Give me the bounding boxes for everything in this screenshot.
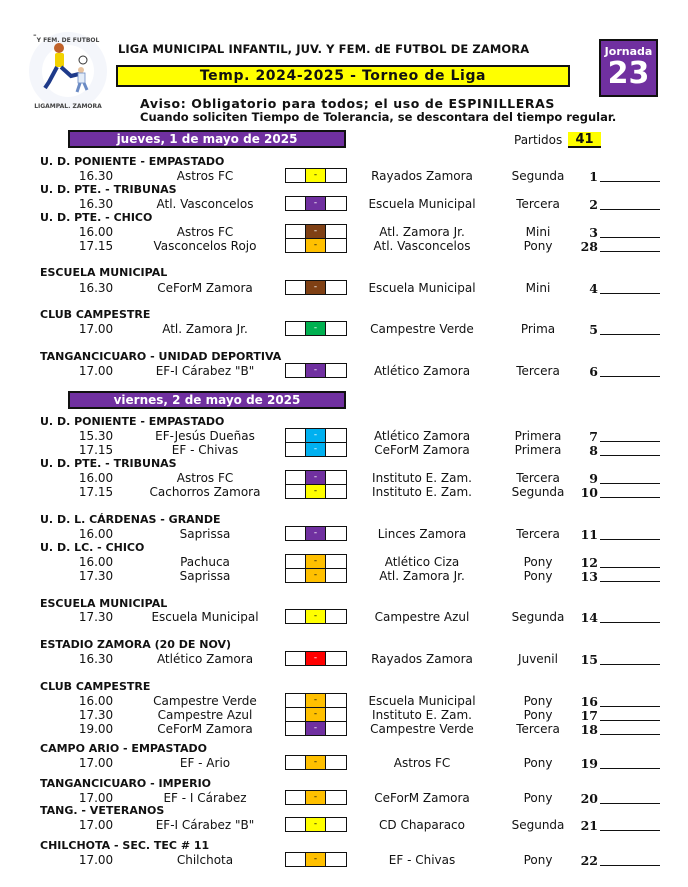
match-number: 4 [589, 281, 598, 296]
home-team: Atlético Zamora [156, 652, 254, 666]
match-time: 17.15 [78, 485, 114, 499]
match-time: 17.00 [78, 364, 114, 378]
result-line[interactable] [600, 497, 660, 498]
result-line[interactable] [600, 483, 660, 484]
score-box[interactable] [285, 721, 347, 736]
match-number: 13 [580, 569, 598, 584]
away-team: Linces Zamora [377, 527, 467, 541]
match-row [0, 853, 688, 867]
score-cell: - [306, 429, 326, 442]
home-team: Pachuca [180, 555, 230, 569]
match-category: Tercera [516, 364, 560, 378]
match-row [0, 756, 688, 770]
score-box[interactable] [285, 651, 347, 666]
match-row [0, 527, 688, 541]
score-cell: - [306, 239, 326, 252]
score-box[interactable] [285, 817, 347, 832]
away-team: Escuela Municipal [368, 197, 476, 211]
match-time: 17.15 [78, 239, 114, 253]
match-time: 17.30 [78, 708, 114, 722]
match-time: 16.00 [78, 527, 114, 541]
away-team: Instituto E. Zam. [372, 485, 472, 499]
away-team: Campestre Verde [370, 722, 474, 736]
away-team: Atl. Zamora Jr. [379, 569, 465, 583]
score-cell: - [306, 169, 326, 182]
match-time: 17.00 [78, 756, 114, 770]
match-row [0, 569, 688, 583]
home-team: Saprissa [179, 527, 231, 541]
match-row [0, 652, 688, 666]
match-number: 19 [580, 756, 598, 771]
match-category: Pony [523, 791, 553, 805]
result-line[interactable] [600, 734, 660, 735]
day-header-friday: viernes, 2 de mayo de 2025 [68, 391, 346, 409]
score-box[interactable] [285, 568, 347, 583]
score-box[interactable] [285, 707, 347, 722]
match-number: 28 [580, 239, 598, 254]
score-cell: - [306, 485, 326, 498]
score-cell: - [306, 853, 326, 866]
home-team: CeForM Zamora [157, 281, 253, 295]
score-cell: - [306, 364, 326, 377]
match-category: Pony [523, 708, 553, 722]
score-box[interactable] [285, 280, 347, 295]
match-number: 9 [589, 471, 598, 486]
match-number: 15 [580, 652, 598, 667]
away-team: Atlético Zamora [373, 429, 471, 443]
match-time: 16.00 [78, 555, 114, 569]
match-category: Tercera [516, 471, 560, 485]
away-team: Rayados Zamora [371, 169, 473, 183]
home-team: Astros FC [176, 225, 234, 239]
match-row [0, 485, 688, 499]
score-cell: - [306, 281, 326, 294]
match-number: 8 [589, 443, 598, 458]
venue-heading: ESCUELA MUNICIPAL [40, 266, 168, 279]
score-cell: - [306, 694, 326, 707]
svg-text:Y FEM. DE FUTBOL: Y FEM. DE FUTBOL [36, 37, 100, 44]
result-line[interactable] [600, 803, 660, 804]
match-time: 17.00 [78, 791, 114, 805]
home-team: CeForM Zamora [157, 722, 253, 736]
home-team: Atl. Vasconcelos [156, 197, 254, 211]
result-line[interactable] [600, 706, 660, 707]
away-team: Atl. Vasconcelos [373, 239, 471, 253]
result-line[interactable] [600, 768, 660, 769]
score-cell: - [306, 610, 326, 623]
venue-heading: ESTADIO ZAMORA (20 DE NOV) [40, 638, 232, 651]
match-number: 10 [580, 485, 598, 500]
partidos-label: Partidos [514, 133, 563, 147]
home-team: Atl. Zamora Jr. [162, 322, 248, 336]
match-number: 18 [580, 722, 598, 737]
venue-heading: U. D. PTE. - CHICO [40, 211, 153, 224]
score-cell: - [306, 569, 326, 582]
score-cell: - [306, 197, 326, 210]
score-box[interactable] [285, 755, 347, 770]
score-box[interactable] [285, 428, 347, 443]
match-time: 16.30 [78, 197, 114, 211]
score-box[interactable] [285, 526, 347, 541]
result-line[interactable] [600, 334, 660, 335]
score-box[interactable] [285, 484, 347, 499]
result-line[interactable] [600, 581, 660, 582]
away-team: Instituto E. Zam. [372, 708, 472, 722]
score-box[interactable] [285, 363, 347, 378]
match-category: Segunda [511, 169, 565, 183]
result-line[interactable] [600, 293, 660, 294]
score-box[interactable] [285, 693, 347, 708]
result-line[interactable] [600, 830, 660, 831]
result-line[interactable] [600, 455, 660, 456]
result-line[interactable] [600, 720, 660, 721]
match-category: Tercera [516, 527, 560, 541]
home-team: Cachorros Zamora [149, 485, 261, 499]
home-team: Escuela Municipal [151, 610, 259, 624]
match-time: 16.00 [78, 694, 114, 708]
result-line[interactable] [600, 622, 660, 623]
match-time: 16.00 [78, 225, 114, 239]
partidos-count: 41 [568, 132, 601, 148]
day-header-thursday: jueves, 1 de mayo de 2025 [68, 130, 346, 148]
result-line[interactable] [600, 181, 660, 182]
match-row [0, 708, 688, 722]
score-cell: - [306, 818, 326, 831]
match-number: 5 [589, 322, 598, 337]
result-line[interactable] [600, 237, 660, 238]
away-team: Atlético Zamora [373, 364, 471, 378]
match-number: 12 [580, 555, 598, 570]
result-line[interactable] [600, 664, 660, 665]
match-number: 20 [580, 791, 598, 806]
venue-heading: U. D. PONIENTE - EMPASTADO [40, 415, 225, 428]
score-box[interactable] [285, 224, 347, 239]
jornada-badge [599, 39, 658, 97]
notice-tolerance: Cuando soliciten Tiempo de Tolerancia, se descontara del tiempo regular. [140, 110, 617, 124]
score-box[interactable] [285, 609, 347, 624]
header-dash: - [33, 30, 37, 41]
score-cell: - [306, 225, 326, 238]
svg-text:LIGAMPAL. ZAMORA: LIGAMPAL. ZAMORA [34, 103, 102, 110]
match-category: Mini [525, 281, 551, 295]
score-cell: - [306, 708, 326, 721]
away-team: Atl. Zamora Jr. [379, 225, 465, 239]
match-time: 16.30 [78, 652, 114, 666]
match-category: Pony [523, 555, 553, 569]
away-team: Escuela Municipal [368, 281, 476, 295]
venue-heading: CHILCHOTA - SEC. TEC # 11 [40, 839, 210, 852]
result-line[interactable] [600, 251, 660, 252]
match-time: 15.30 [78, 429, 114, 443]
match-category: Segunda [511, 485, 565, 499]
match-time: 16.00 [78, 471, 114, 485]
result-line[interactable] [600, 209, 660, 210]
match-row [0, 429, 688, 443]
result-line[interactable] [600, 539, 660, 540]
score-cell: - [306, 791, 326, 804]
match-time: 19.00 [78, 722, 114, 736]
venue-heading: U. D. L. CÁRDENAS - GRANDE [40, 513, 221, 526]
match-category: Pony [523, 853, 553, 867]
away-team: Campestre Verde [370, 322, 474, 336]
match-row [0, 225, 688, 239]
match-time: 16.30 [78, 169, 114, 183]
match-row [0, 791, 688, 805]
match-number: 11 [580, 527, 598, 542]
match-time: 17.30 [78, 569, 114, 583]
match-number: 1 [589, 169, 598, 184]
home-team: Astros FC [176, 169, 234, 183]
away-team: CeForM Zamora [374, 791, 470, 805]
match-row [0, 471, 688, 485]
match-time: 17.30 [78, 610, 114, 624]
match-category: Juvenil [518, 652, 558, 666]
away-team: Instituto E. Zam. [372, 471, 472, 485]
match-row [0, 281, 688, 295]
match-number: 16 [580, 694, 598, 709]
match-time: 17.15 [78, 443, 114, 457]
match-row [0, 197, 688, 211]
score-box[interactable] [285, 554, 347, 569]
match-category: Primera [514, 443, 562, 457]
match-category: Primera [514, 429, 562, 443]
score-box[interactable] [285, 470, 347, 485]
match-row [0, 169, 688, 183]
match-number: 7 [589, 429, 598, 444]
score-cell: - [306, 652, 326, 665]
result-line[interactable] [600, 441, 660, 442]
score-cell: - [306, 443, 326, 456]
score-box[interactable] [285, 321, 347, 336]
season-title: Temp. 2024-2025 - Torneo de Liga [116, 65, 570, 87]
match-row [0, 364, 688, 378]
away-team: Rayados Zamora [371, 652, 473, 666]
match-number: 17 [580, 708, 598, 723]
home-team: Chilchota [176, 853, 234, 867]
match-category: Mini [525, 225, 551, 239]
match-number: 21 [580, 818, 598, 833]
home-team: Astros FC [176, 471, 234, 485]
away-team: Atlético Ciza [384, 555, 460, 569]
match-category: Tercera [516, 197, 560, 211]
match-row [0, 694, 688, 708]
away-team: Campestre Azul [374, 610, 470, 624]
away-team: CD Chaparaco [379, 818, 465, 832]
venue-heading: TANG. - VETERANOS [40, 804, 165, 817]
match-row [0, 722, 688, 736]
score-cell: - [306, 471, 326, 484]
match-number: 2 [589, 197, 598, 212]
away-team: Astros FC [393, 756, 451, 770]
jornada-label: Jornada [604, 45, 653, 58]
score-box[interactable] [285, 442, 347, 457]
match-category: Pony [523, 756, 553, 770]
venue-heading: CAMPO ARIO - EMPASTADO [40, 742, 208, 755]
match-row [0, 610, 688, 624]
result-line[interactable] [600, 376, 660, 377]
match-category: Pony [523, 694, 553, 708]
venue-heading: CLUB CAMPESTRE [40, 308, 151, 321]
home-team: EF-I Cárabez "B" [155, 818, 255, 832]
venue-heading: TANGANCICUARO - UNIDAD DEPORTIVA [40, 350, 282, 363]
match-time: 17.00 [78, 853, 114, 867]
match-number: 22 [580, 853, 598, 868]
venue-heading: CLUB CAMPESTRE [40, 680, 151, 693]
match-category: Segunda [511, 610, 565, 624]
venue-heading: TANGANCICUARO - IMPERIO [40, 777, 212, 790]
result-line[interactable] [600, 865, 660, 866]
venue-heading: U. D. PONIENTE - EMPASTADO [40, 155, 225, 168]
result-line[interactable] [600, 567, 660, 568]
match-number: 3 [589, 225, 598, 240]
match-time: 16.30 [78, 281, 114, 295]
match-row [0, 239, 688, 253]
score-box[interactable] [285, 852, 347, 867]
score-box[interactable] [285, 790, 347, 805]
venue-heading: U. D. PTE. - TRIBUNAS [40, 457, 177, 470]
match-category: Pony [523, 239, 553, 253]
score-cell: - [306, 555, 326, 568]
home-team: Vasconcelos Rojo [153, 239, 257, 253]
jornada-number: 23 [607, 56, 650, 91]
match-category: Segunda [511, 818, 565, 832]
score-cell: - [306, 527, 326, 540]
home-team: Saprissa [179, 569, 231, 583]
match-row [0, 818, 688, 832]
match-row [0, 555, 688, 569]
match-category: Prima [520, 322, 556, 336]
away-team: CeForM Zamora [374, 443, 470, 457]
score-cell: - [306, 756, 326, 769]
match-number: 6 [589, 364, 598, 379]
match-number: 14 [580, 610, 598, 625]
score-box[interactable] [285, 168, 347, 183]
venue-heading: U. D. LC. - CHICO [40, 541, 145, 554]
home-team: Campestre Verde [153, 694, 257, 708]
home-team: EF - Ario [179, 756, 231, 770]
match-row [0, 443, 688, 457]
match-category: Tercera [516, 722, 560, 736]
home-team: EF - Chivas [171, 443, 239, 457]
away-team: EF - Chivas [388, 853, 456, 867]
home-team: EF - I Cárabez [163, 791, 247, 805]
venue-heading: U. D. PTE. - TRIBUNAS [40, 183, 177, 196]
score-box[interactable] [285, 238, 347, 253]
away-team: Escuela Municipal [368, 694, 476, 708]
score-cell: - [306, 322, 326, 335]
home-team: EF-I Cárabez "B" [155, 364, 255, 378]
league-logo-icon [27, 30, 109, 112]
match-time: 17.00 [78, 818, 114, 832]
match-time: 17.00 [78, 322, 114, 336]
home-team: Campestre Azul [157, 708, 253, 722]
score-cell: - [306, 722, 326, 735]
match-category: Pony [523, 569, 553, 583]
match-row [0, 322, 688, 336]
league-title: LIGA MUNICIPAL INFANTIL, JUV. Y FEM. dE FUTBOL DE ZAMORA [118, 42, 530, 56]
score-box[interactable] [285, 196, 347, 211]
home-team: EF-Jesús Dueñas [155, 429, 255, 443]
venue-heading: ESCUELA MUNICIPAL [40, 597, 168, 610]
notice-shinguards: Aviso: Obligatorio para todos; el uso de ESPINILLERAS [140, 96, 555, 111]
